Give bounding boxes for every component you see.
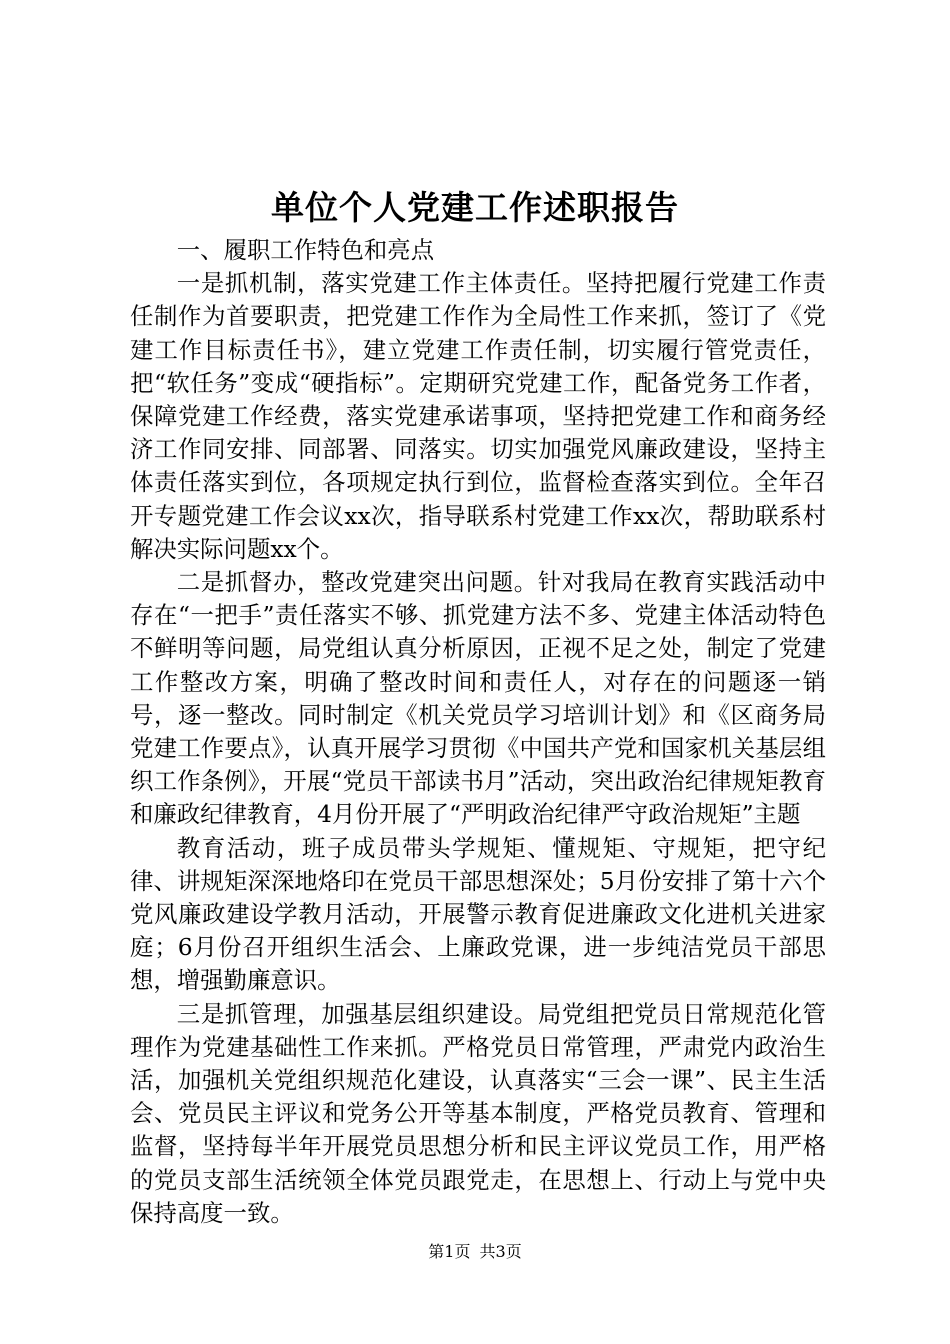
section-heading: 一、履职工作特色和亮点 [176, 236, 435, 264]
paragraph: 三是抓管理，加强基层组织建设。局党组把党员日常规范化管理作为党建基础性工作来抓。严格党员日常管理，严肃党内政治生活，加强机关党组织规范化建设，认真落实“三会一课”、民主生活会、党员民主评议和党务公开等基本制度，严格党员教育、管理和监督，坚持每半年开展党员思想分析和民主评议党员工作，用严格的党员支部生活统领全体党员跟党走，在思想上、行动上与党中央保持高度一致。 [130, 999, 826, 1227]
document-title: 单位个人党建工作述职报告 [271, 188, 679, 227]
page-footer [0, 1240, 950, 1264]
paragraph: 教育活动，班子成员带头学规矩、懂规矩、守规矩，把守纪律、讲规矩深深地烙印在党员干部思想深处；5月份安排了第十六个党风廉政建设学教月活动，开展警示教育促进廉政文化进机关进家庭；6月份召开组织生活会、上廉政党课，进一步纯洁党员干部思想，增强勤廉意识。 [130, 833, 826, 995]
paragraph: 二是抓督办，整改党建突出问题。针对我局在教育实践活动中存在“一把手”责任落实不够、抓党建方法不多、党建主体活动特色不鲜明等问题，局党组认真分析原因，正视不足之处，制定了党建工作整改方案，明确了整改时间和责任人，对存在的问题逐一销号，逐一整改。同时制定《机关党员学习培训计划》和《区商务局党建工作要点》，认真开展学习贯彻《中国共产党和国家机关基层组织工作条例》，开展“党员干部读书月”活动，突出政治纪律规矩教育和廉政纪律教育，4月份开展了“严明政治纪律严守政治规矩”主题 [130, 568, 826, 829]
document-body [130, 234, 826, 1230]
page-number-total: 共3页 [479, 1242, 522, 1261]
page-number-current: 第1页 [428, 1242, 471, 1261]
paragraph: 一是抓机制，落实党建工作主体责任。坚持把履行党建工作责任制作为首要职责，把党建工作作为全局性工作来抓，签订了《党建工作目标责任书》，建立党建工作责任制，切实履行管党责任，把“软任务”变成“硬指标”。定期研究党建工作，配备党务工作者，保障党建工作经费，落实党建承诺事项，坚持把党建工作和商务经济工作同安排、同部署、同落实。切实加强党风廉政建设，坚持主体责任落实到位，各项规定执行到位，监督检查落实到位。全年召开专题党建工作会议xx次，指导联系村党建工作xx次，帮助联系村解决实际问题xx个。 [130, 269, 826, 563]
